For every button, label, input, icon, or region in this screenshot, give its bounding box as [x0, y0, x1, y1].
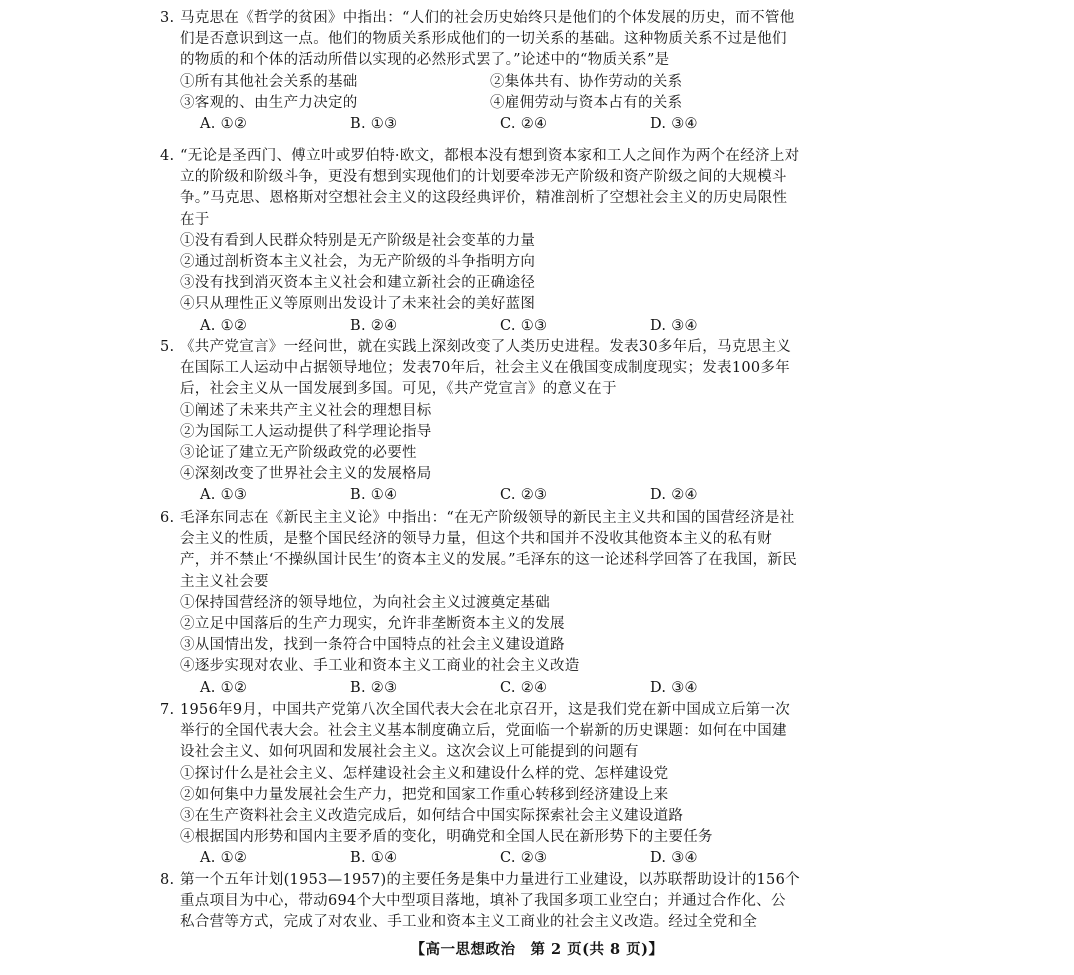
answer-a: A. ①② [200, 116, 248, 133]
question-stem: 1956年9月，中国共产党第八次全国代表大会在北京召开，这是我们党在新中国成立后第一次举行的全国代表大会。社会主义基本制度确立后，党面临一个崭新的历史课题：如何在中国建设社会主义、如何巩固和发展社会主义。这次会议上可能提到的问题有 [180, 702, 791, 761]
option: ④根据国内形势和国内主要矛盾的变化，明确党和全国人民在新形势下的主要任务 [180, 829, 713, 846]
question-stem: 毛泽东同志在《新民主主义论》中指出：“在无产阶级领导的新民主主义共和国的国营经济是社会主义的性质，是整个国民经济的领导力量，但这个共和国并不没收其他资本主义的私有财产，并不禁止‘不操纵国计民生’的资本主义的发展。”毛泽东的这一论述科学回答了在我国，新民主主义社会要 [180, 510, 798, 590]
question-number: 7. [160, 702, 175, 718]
answer-c: C. ②③ [500, 487, 548, 504]
question-number: 8. [160, 872, 175, 888]
answer-choices [160, 316, 800, 337]
answer-a: A. ①② [200, 679, 248, 696]
question-stem: 马克思在《哲学的贫困》中指出：“人们的社会历史始终只是他们的个体发展的历史，而不管他们是否意识到这一点。他们的物质关系形成他们的一切关系的基础。这种物质关系不过是他们的物质的和个体的活动所借以实现的必然形式罢了。”论述中的“物质关系”是 [180, 10, 795, 69]
answer-b: B. ②③ [350, 679, 398, 696]
answer-choices [160, 848, 800, 869]
answer-a: A. ①② [200, 850, 248, 867]
question-number: 6. [160, 510, 175, 526]
option: ①阐述了未来共产主义社会的理想目标 [180, 402, 432, 419]
answer-choices [160, 678, 800, 699]
option: ②立足中国落后的生产力现实，允许非垄断资本主义的发展 [180, 616, 565, 633]
answer-c: C. ②④ [500, 679, 548, 696]
question-3 [160, 8, 800, 135]
answer-d: D. ③④ [650, 116, 698, 133]
answer-b: B. ①③ [350, 116, 398, 133]
options [160, 72, 800, 114]
answer-d: D. ③④ [650, 317, 698, 334]
option: ③论证了建立无产阶级政党的必要性 [180, 445, 417, 462]
question-8 [160, 870, 800, 934]
question-6 [160, 508, 800, 699]
answer-d: D. ③④ [650, 679, 698, 696]
question-7 [160, 700, 800, 870]
answer-b: B. ①④ [350, 850, 398, 867]
option: ①保持国营经济的领导地位，为向社会主义过渡奠定基础 [180, 594, 550, 611]
option: ④只从理性正义等原则出发设计了未来社会的美好蓝图 [180, 296, 536, 313]
answer-d: D. ②④ [650, 487, 698, 504]
option: ④雇佣劳动与资本占有的关系 [490, 94, 683, 111]
option: ②为国际工人运动提供了科学理论指导 [180, 423, 432, 440]
question-5 [160, 337, 800, 507]
question-stem: 《共产党宣言》一经问世，就在实践上深刻改变了人类历史进程。发表30多年后，马克思主义在国际工人运动中占据领导地位；发表70年后，社会主义在俄国变成制度现实；发表100多年后，社会主义从一国发展到多国。可见，《共产党宣言》的意义在于 [180, 339, 792, 398]
answer-c: C. ②④ [500, 116, 548, 133]
option: ④深刻改变了世界社会主义的发展格局 [180, 466, 432, 483]
answer-d: D. ③④ [650, 850, 698, 867]
option: ②如何集中力量发展社会生产力，把党和国家工作重心转移到经济建设上来 [180, 786, 669, 803]
option: ④逐步实现对农业、手工业和资本主义工商业的社会主义改造 [180, 658, 580, 675]
answer-choices [160, 114, 800, 135]
option: ③没有找到消灭资本主义社会和建立新社会的正确途径 [180, 275, 536, 292]
option: ③从国情出发，找到一条符合中国特点的社会主义建设道路 [180, 637, 565, 654]
option: ①所有其他社会关系的基础 [180, 73, 358, 90]
answer-c: C. ①③ [500, 317, 548, 334]
answer-b: B. ②④ [350, 317, 398, 334]
question-number: 4. [160, 148, 175, 164]
page-footer: 【高一思想政治 第 2 页(共 8 页)】 [410, 941, 664, 958]
question-number: 5. [160, 339, 175, 355]
answer-c: C. ②③ [500, 850, 548, 867]
question-number: 3. [160, 10, 175, 26]
option: ②通过剖析资本主义社会，为无产阶级的斗争指明方向 [180, 254, 536, 271]
option: ①探讨什么是社会主义、怎样建设社会主义和建设什么样的党、怎样建设党 [180, 765, 669, 782]
option: ③在生产资料社会主义改造完成后，如何结合中国实际探索社会主义建设道路 [180, 808, 684, 825]
option: ③客观的、由生产力决定的 [180, 94, 358, 111]
answer-choices [160, 485, 800, 506]
answer-a: A. ①③ [200, 487, 248, 504]
option: ①没有看到人民群众特别是无产阶级是社会变革的力量 [180, 232, 536, 249]
answer-a: A. ①② [200, 317, 248, 334]
option: ②集体共有、协作劳动的关系 [490, 73, 683, 90]
answer-b: B. ①④ [350, 487, 398, 504]
question-4 [160, 146, 800, 337]
question-stem: 第一个五年计划(1953—1957)的主要任务是集中力量进行工业建设，以苏联帮助设计的156个重点项目为中心，带动694个大中型项目落地，填补了我国多项工业空白；并通过合作化、公私合营等方式，完成了对农业、手工业和资本主义工商业的社会主义改造。经过全党和全 [180, 872, 800, 931]
question-stem: “无论是圣西门、傅立叶或罗伯特·欧文，都根本没有想到资本家和工人之间作为两个在经济上对立的阶级和阶级斗争，更没有想到实现他们的计划要牵涉无产阶级和资产阶级之间的大规模斗争。”马克思、恩格斯对空想社会主义的这段经典评价，精准剖析了空想社会主义的历史局限性在于 [180, 148, 800, 228]
